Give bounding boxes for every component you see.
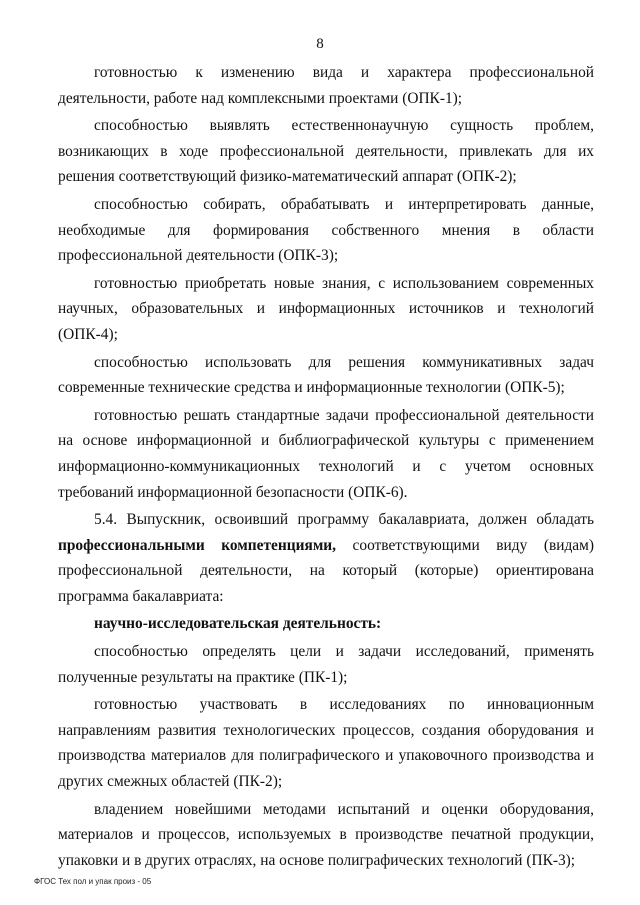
paragraph-opk-3: способностью собирать, обрабатывать и интерпретировать данные, необходимые для формирования собственного мнения в области профессиональной деятельности (ОПК-3); xyxy=(58,195,594,265)
paragraph-pk-2: готовностью участвовать в исследованиях по инновационным направлениям развития технологических процессов, создания оборудования и производства материалов для полиграфического и упаковочного производства и других смежных областей (ПК-2); xyxy=(58,696,594,791)
paragraph-opk-4: готовностью приобретать новые знания, с использованием современных научных, образовательных и информационных источников и технологий (ОПК-4); xyxy=(58,274,594,343)
paragraph-opk-6: готовностью решать стандартные задачи профессиональной деятельности на основе информационной и библиографической культуры с применением информационно-коммуникационных технологий и с учетом основных требований информационной безопасности (ОПК-6). xyxy=(58,406,594,501)
paragraph-opk-1: готовностью к изменению вида и характера профессиональной деятельности, работе над комплексными проектами (ОПК-1); xyxy=(58,64,594,107)
paragraph-pk-1: способностью определять цели и задачи исследований, применять полученные результаты на практике (ПК-1); xyxy=(58,643,594,686)
page-number: 8 xyxy=(316,36,324,52)
clause-lead: 5.4. Выпускник, освоивший программу бакалавриата, должен обладать xyxy=(94,511,594,529)
document-body xyxy=(58,60,594,875)
paragraph-opk-2: способностью выявлять естественнонаучную сущность проблем, возникающих в ходе профессиональной деятельности, привлекать для их решения соответствующий физико-математический аппарат (ОПК-2); xyxy=(58,117,594,186)
footer-note: ФГОС Тех пол и упак произ - 05 xyxy=(34,877,152,886)
section-heading: научно-исследовательская деятельность: xyxy=(94,615,382,633)
paragraph-pk-3: владением новейшими методами испытаний и оценки оборудования, материалов и процессов, используемых в производстве печатной продукции, упаковки и в других отраслях, на основе полиграфических технологий (ПК-3); xyxy=(58,800,594,869)
clause-rest: соответствующими виду (видам) профессиональной деятельности, на который (которые) ориентирована программа бакалавриата: xyxy=(58,536,594,605)
paragraph-opk-5: способностью использовать для решения коммуникативных задач современные технические средства и информационные технологии (ОПК-5); xyxy=(58,353,594,397)
clause-bold-term: профессиональными компетенциями, xyxy=(58,536,337,554)
clause-5-4 xyxy=(58,507,594,609)
